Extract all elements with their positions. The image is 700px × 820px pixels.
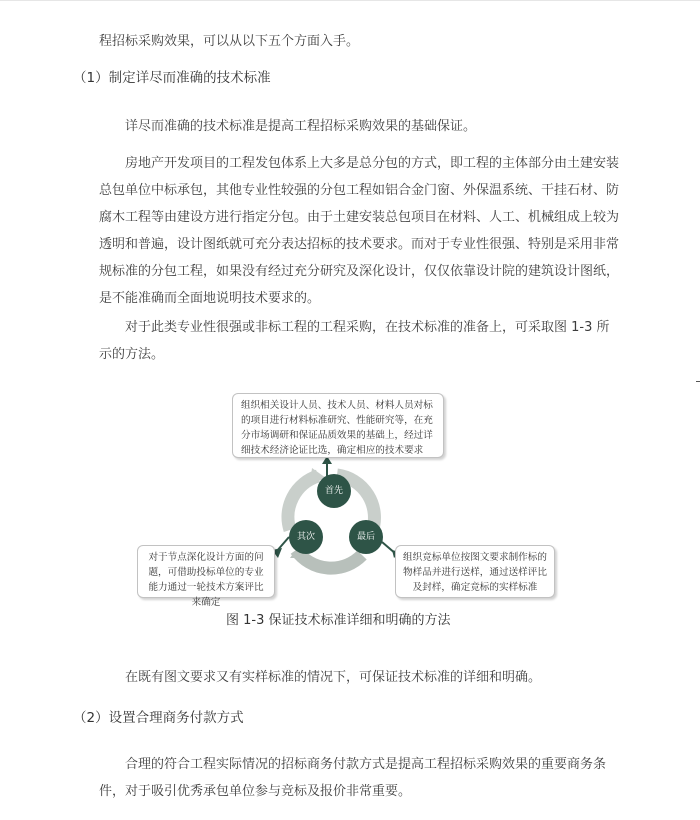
- para-after-figure: 在既有图文要求又有实样标准的情况下，可保证技术标准的详细和明确。: [125, 670, 542, 685]
- node-last-label: 最后: [356, 532, 375, 542]
- section-1-para-2: 房地产开发项目的工程发包体系上大多是总分包的方式，即工程的主体部分由土建安装总包单位中标承包，其他专业性较强的分包工程如铝合金门窗、外保温系统、干挂石材、防腐木工程等由建设方进行指定分包。由于土建安装总包项目在材料、人工、机械组成上较为透明和普遍，设计图纸就可充分表达招标的技术要求。而对于专业性很强、特别是采用非常规标准的分包工程，如果没有经过充分研究及深化设计，仅仅依靠设计院的建筑设计图纸，是不能准确而全面地说明技术要求的。: [99, 156, 620, 306]
- section-1-para-3: 对于此类专业性很强或非标工程的工程采购，在技术标准的准备上，可采取图 1-3 所示的方法。: [99, 320, 610, 362]
- section-2-heading: （2）设置合理商务付款方式: [73, 710, 244, 726]
- box-final-step: 组织竞标单位按图文要求制作标的物样品并进行送样，通过送样评比及封样，确定竞标的实样标准: [395, 545, 555, 598]
- node-first-label: 首先: [324, 486, 343, 496]
- section-1-para-1: 详尽而准确的技术标准是提高工程招标采购效果的基础保证。: [125, 119, 477, 134]
- intro-line: 程招标采购效果，可以从以下五个方面入手。: [99, 34, 360, 49]
- section-1-heading: （1）制定详尽而准确的技术标准: [73, 70, 271, 86]
- figure-caption: 图 1-3 保证技术标准详细和明确的方法: [226, 613, 451, 628]
- box-second-step: 对于节点深化设计方面的问题，可借助投标单位的专业能力通过一轮技术方案评比来确定: [137, 545, 275, 598]
- figure-cycle-diagram: [0, 380, 700, 610]
- box-first-step: 组织相关设计人员、技术人员、材料人员对标的项目进行材料标准研究、性能研究等，在充分市场调研和保证品质效果的基础上，经过详细技术经济论证比选，确定相应的技术要求: [232, 393, 444, 458]
- section-2-para-1: 合理的符合工程实际情况的招标商务付款方式是提高工程招标采购效果的重要商务条件，对于吸引优秀承包单位参与竞标及报价非常重要。: [99, 757, 607, 799]
- top-rule: [0, 0, 700, 1]
- node-next-label: 其次: [296, 532, 315, 542]
